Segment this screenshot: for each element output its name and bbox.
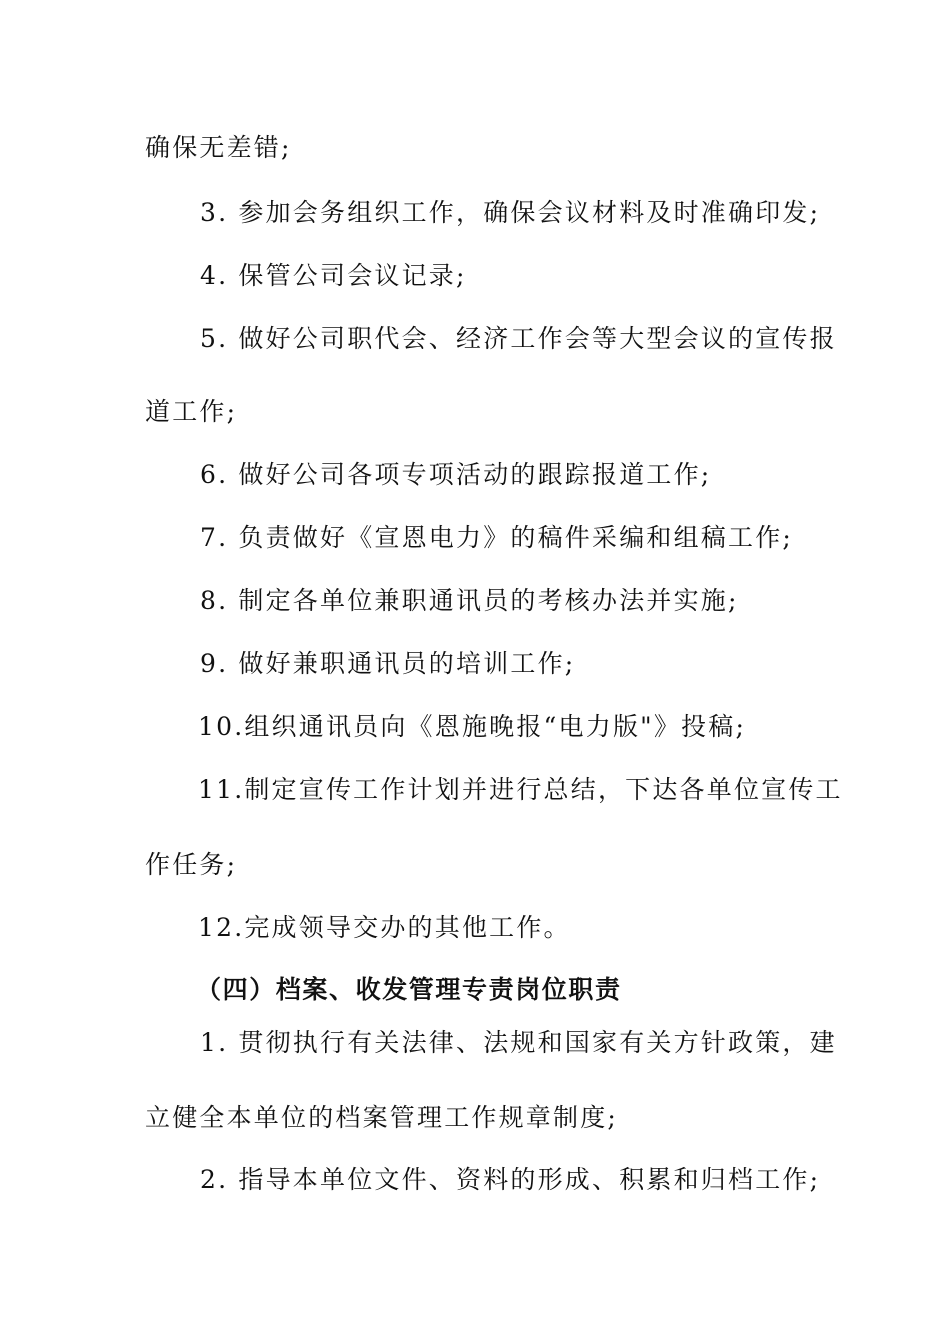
section-list-item-2: 2. 指导本单位文件、资料的形成、积累和归档工作; <box>200 1165 821 1194</box>
list-item-3: 3. 参加会务组织工作，确保会议材料及时准确印发; <box>200 198 821 227</box>
list-item-11-continuation: 作任务; <box>145 850 238 879</box>
list-item-5: 5. 做好公司职代会、经济工作会等大型会议的宣传报 <box>200 324 837 353</box>
section-list-item-1-continuation: 立健全本单位的档案管理工作规章制度; <box>145 1103 619 1132</box>
list-item-10: 10.组织通讯员向《恩施晚报“电力版"》投稿; <box>198 712 747 741</box>
paragraph-line: 确保无差错; <box>145 133 292 162</box>
list-item-7: 7. 负责做好《宣恩电力》的稿件采编和组稿工作; <box>200 523 794 552</box>
list-item-6: 6. 做好公司各项专项活动的跟踪报道工作; <box>200 460 712 489</box>
list-item-11: 11.制定宣传工作计划并进行总结，下达各单位宣传工 <box>198 775 843 804</box>
section-heading: （四）档案、收发管理专责岗位职责 <box>196 975 622 1004</box>
section-list-item-1: 1. 贯彻执行有关法律、法规和国家有关方针政策，建 <box>200 1028 837 1057</box>
list-item-8: 8. 制定各单位兼职通讯员的考核办法并实施; <box>200 586 739 615</box>
list-item-4: 4. 保管公司会议记录; <box>200 261 467 290</box>
list-item-12: 12.完成领导交办的其他工作。 <box>198 913 571 942</box>
list-item-5-continuation: 道工作; <box>145 397 238 426</box>
list-item-9: 9. 做好兼职通讯员的培训工作; <box>200 649 576 678</box>
